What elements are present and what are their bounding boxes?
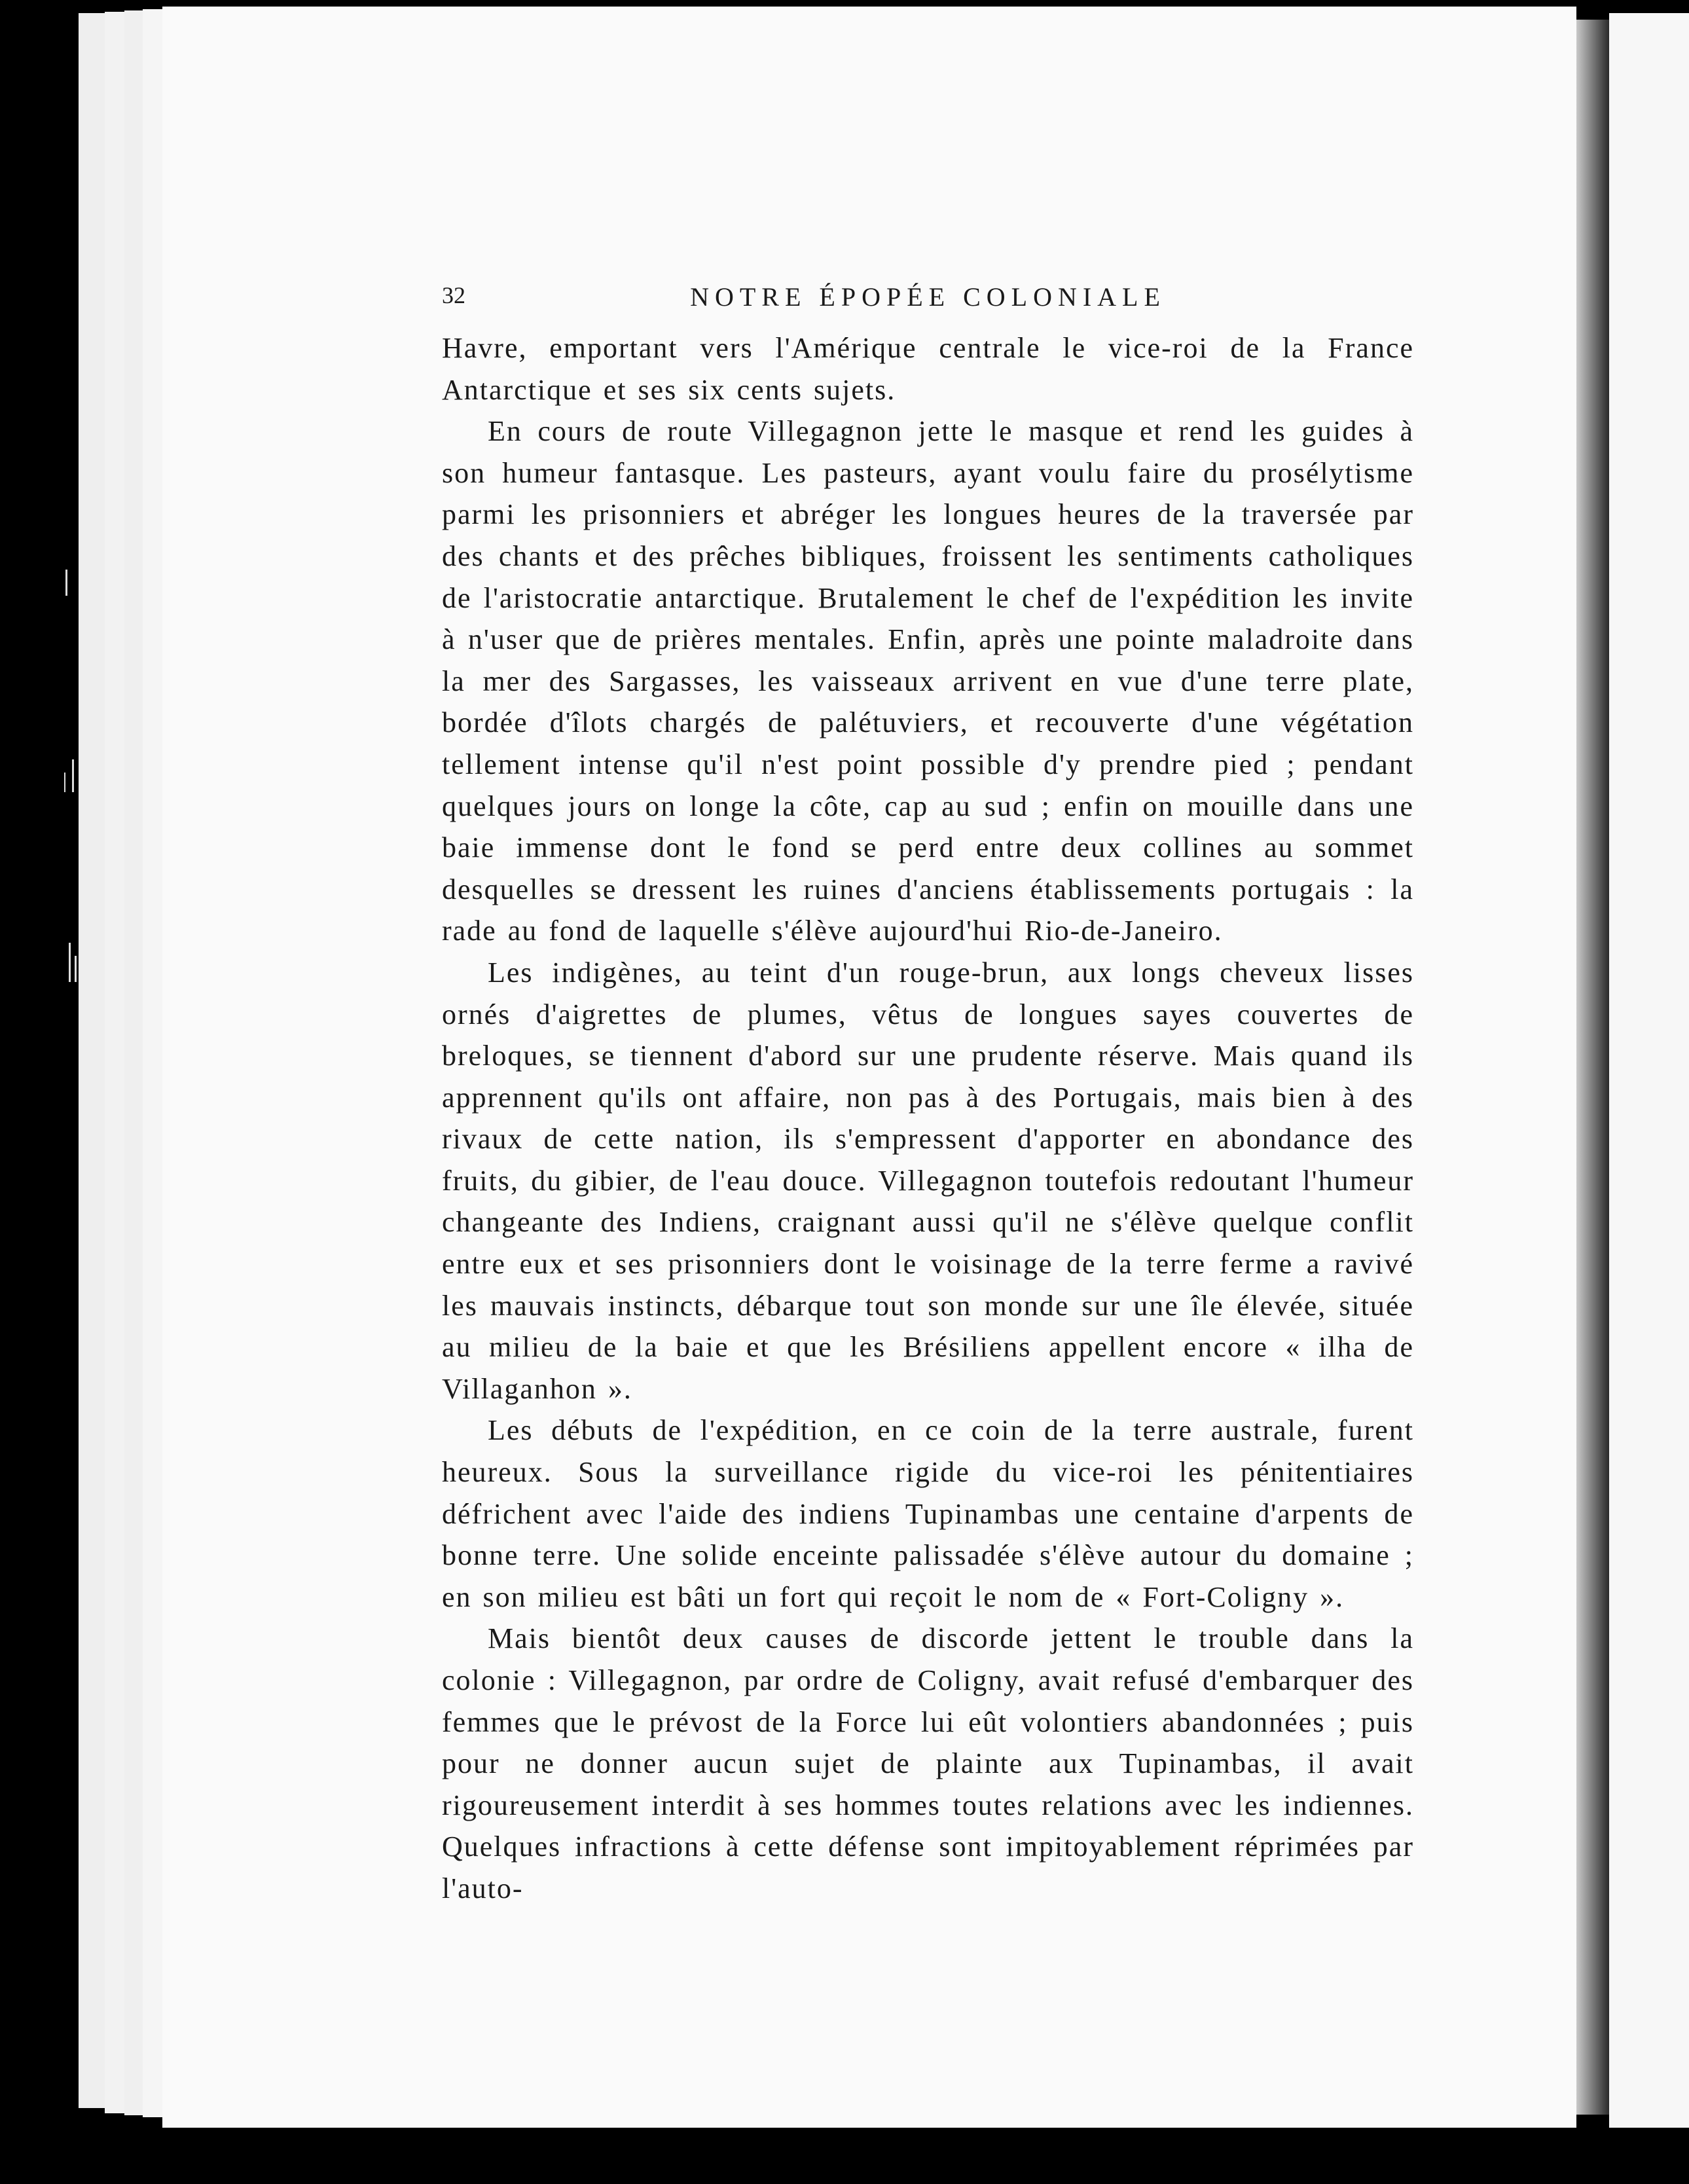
paragraph: Mais bientôt deux causes de discorde jettent le trouble dans la colonie : Villegagnon, par ordre de Coligny, avait refusé d'embarquer des femmes que le prévost de la Force lui eût volontiers abandonnées ; puis pour ne donner aucun sujet de plainte aux Tupinambas, il avait rigoureusement interdit à ses hommes toutes relations avec les indiennes. Quelques infractions à cette défense sont impitoyablement réprimées par l'auto-: [442, 1622, 1414, 1904]
page-header: [442, 282, 1414, 321]
page-gutter: [1576, 20, 1609, 2115]
margin-marks: [26, 524, 79, 1833]
page-edge: [124, 10, 145, 2115]
paragraph: En cours de route Villegagnon jette le masque et rend les guides à son humeur fantasque. Les pasteurs, ayant voulu faire du prosélytisme parmi les prisonniers et abréger les longues heures de la traversée par des chants et des prêches bibliques, froissent les sentiments catholiques de l'aristocratie antarctique. Brutalement le chef de l'expédition les invite à n'user que de prières mentales. Enfin, après une pointe maladroite dans la mer des Sargasses, les vaisseaux arrivent en vue d'une terre plate, bordée d'îlots chargés de palétuviers, et recouverte d'une végétation tellement intense qu'il n'est point possible d'y prendre pied ; pendant quelques jours on longe la côte, cap au sud ; enfin on mouille dans une baie immense dont le fond se perd entre deux collines au sommet desquelles se dressent les ruines d'anciens établissements portugais : la rade au fond de laquelle s'élève aujourd'hui Rio-de-Janeiro.: [442, 415, 1414, 947]
page-edge: [143, 9, 164, 2117]
paragraph: Les débuts de l'expédition, en ce coin de la terre australe, furent heureux. Sous la surveillance rigide du vice-roi les pénitentiaires défrichent avec l'aide des indiens Tupinambas une centaine d'arpents de bonne terre. Une solide enceinte palissadée s'élève autour du domaine ; en son milieu est bâti un fort qui reçoit le nom de « Fort-Coligny ».: [442, 1414, 1414, 1613]
paragraph: Havre, emportant vers l'Amérique centrale le vice-roi de la France Antarctique et ses six cents sujets.: [442, 332, 1414, 406]
page-edge: [79, 13, 107, 2108]
page-edge: [105, 12, 126, 2113]
paragraph: Les indigènes, au teint d'un rouge-brun, aux longs cheveux lisses ornés d'aigrettes de plumes, vêtus de longues sayes couvertes de breloques, se tiennent d'abord sur une prudente réserve. Mais quand ils apprennent qu'ils ont affaire, non pas à des Portugais, mais bien à des rivaux de cette nation, ils s'empressent d'apporter en abondance des fruits, du gibier, de l'eau douce. Villegagnon toutefois redoutant l'humeur changeante des Indiens, craignant aussi qu'il ne s'élève quelque conflit entre eux et ses prisonniers dont le voisinage de la terre ferme a ravivé les mauvais instincts, débarque tout son monde sur une île élevée, située au milieu de la baie et que les Brésiliens appellent encore « ilha de Villaganhon ».: [442, 956, 1414, 1405]
facing-page-edge: [1609, 13, 1689, 2128]
page-number: 32: [442, 282, 465, 308]
running-title: NOTRE ÉPOPÉE COLONIALE: [690, 282, 1166, 312]
body-text: [442, 327, 1414, 1910]
